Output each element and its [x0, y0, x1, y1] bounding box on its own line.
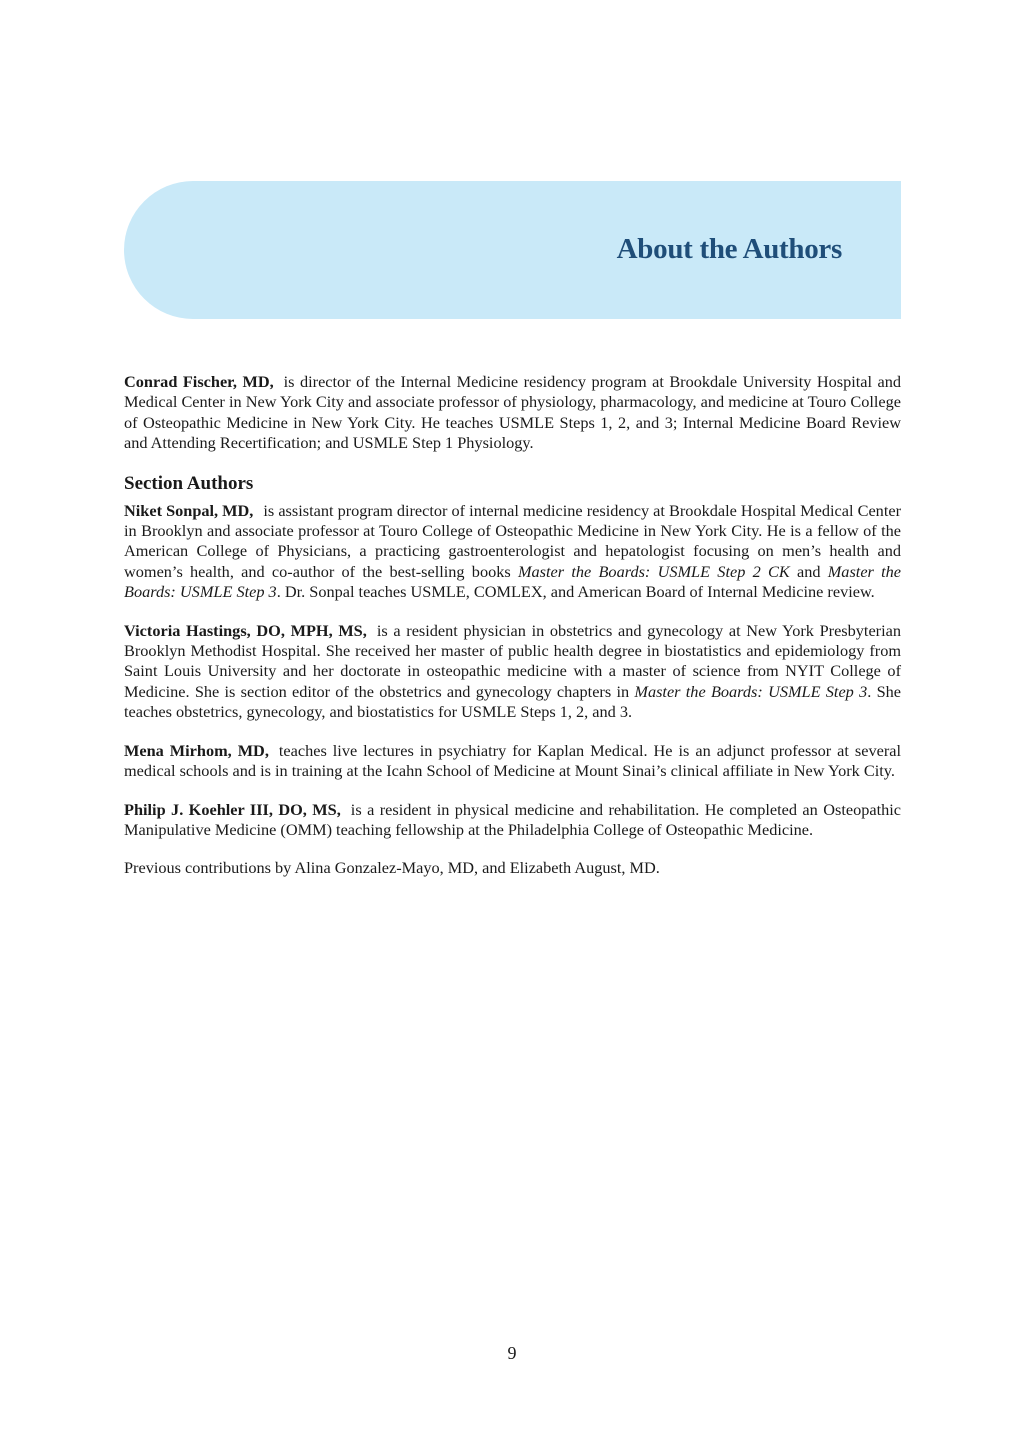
author-bio-koehler	[124, 800, 901, 841]
author-description: . She teaches obstetrics, gynecology, and biostatistics for USMLE Steps 1, 2, and 3.	[124, 681, 902, 722]
author-name: Niket Sonpal, MD,	[124, 500, 254, 520]
author-description: is a resident in physical medicine and rehabilitation. He completed an Osteopathic Manipulative Medicine (OMM) teaching fellowship at the Philadelphia College of Osteopathic Medicine.	[124, 799, 901, 839]
book-title: Master the Boards: USMLE Step 2 CK	[517, 561, 790, 581]
book-title: Master the Boards: USMLE Step 3	[124, 561, 902, 602]
author-bio-fischer	[124, 372, 901, 454]
author-description: . Dr. Sonpal teaches USMLE, COMLEX, and American Board of Internal Medicine review.	[276, 582, 875, 602]
author-description: is director of the Internal Medicine residency program at Brookdale University Hospital and Medical Center in New York City and associate professor of physiology, pharmacology, and medicine at Touro College of Osteopathic Medicine in New York City. He teaches USMLE Steps 1, 2, and 3; Internal Medicine Board Review and Attending Recertification; and USMLE Step 1 Physiology.	[124, 372, 901, 453]
author-name: Victoria Hastings, DO, MPH, MS,	[124, 620, 367, 640]
author-description: is assistant program director of internal medicine residency at Brookdale Hospital Medical Center in Brooklyn and associate professor at Touro College of Osteopathic Medicine in New York City. He is a fellow of the American College of Physicians, a practicing gastroenterologist and hepatologist focusing on men’s health and women’s health, and co-author of the best-selling books	[124, 500, 901, 581]
book-title: Master the Boards: USMLE Step 3	[634, 681, 868, 701]
page-title: About the Authors	[616, 233, 842, 265]
author-name: Mena Mirhom, MD,	[124, 740, 269, 760]
section-heading: Section Authors	[124, 472, 254, 494]
page-number: 9	[507, 1343, 517, 1363]
author-bio-sonpal	[124, 501, 901, 603]
author-name: Conrad Fischer, MD,	[124, 372, 274, 391]
author-description: teaches live lectures in psychiatry for Kaplan Medical. He is an adjunct professor at several medical schools and is in training at the Icahn School of Medicine at Mount Sinai’s clinical affiliate in New York City.	[124, 740, 901, 781]
author-bio-hastings	[124, 621, 901, 723]
author-description: is a resident physician in obstetrics and gynecology at New York Presbyterian Brooklyn Methodist Hospital. She received her master of public health degree in biostatistics and epidemiology from Saint Louis University and her doctorate in osteopathic medicine with a master of science from NYIT College of Medicine. She is section editor of the obstetrics and gynecology chapters in	[124, 620, 901, 701]
author-bio-mirhom	[124, 741, 901, 782]
author-description: and	[796, 561, 821, 581]
title-banner	[124, 181, 901, 319]
authors-content	[124, 372, 901, 879]
author-name: Philip J. Koehler III, DO, MS,	[124, 799, 341, 819]
previous-contributions: Previous contributions by Alina Gonzalez-Mayo, MD, and Elizabeth August, MD.	[124, 858, 660, 878]
